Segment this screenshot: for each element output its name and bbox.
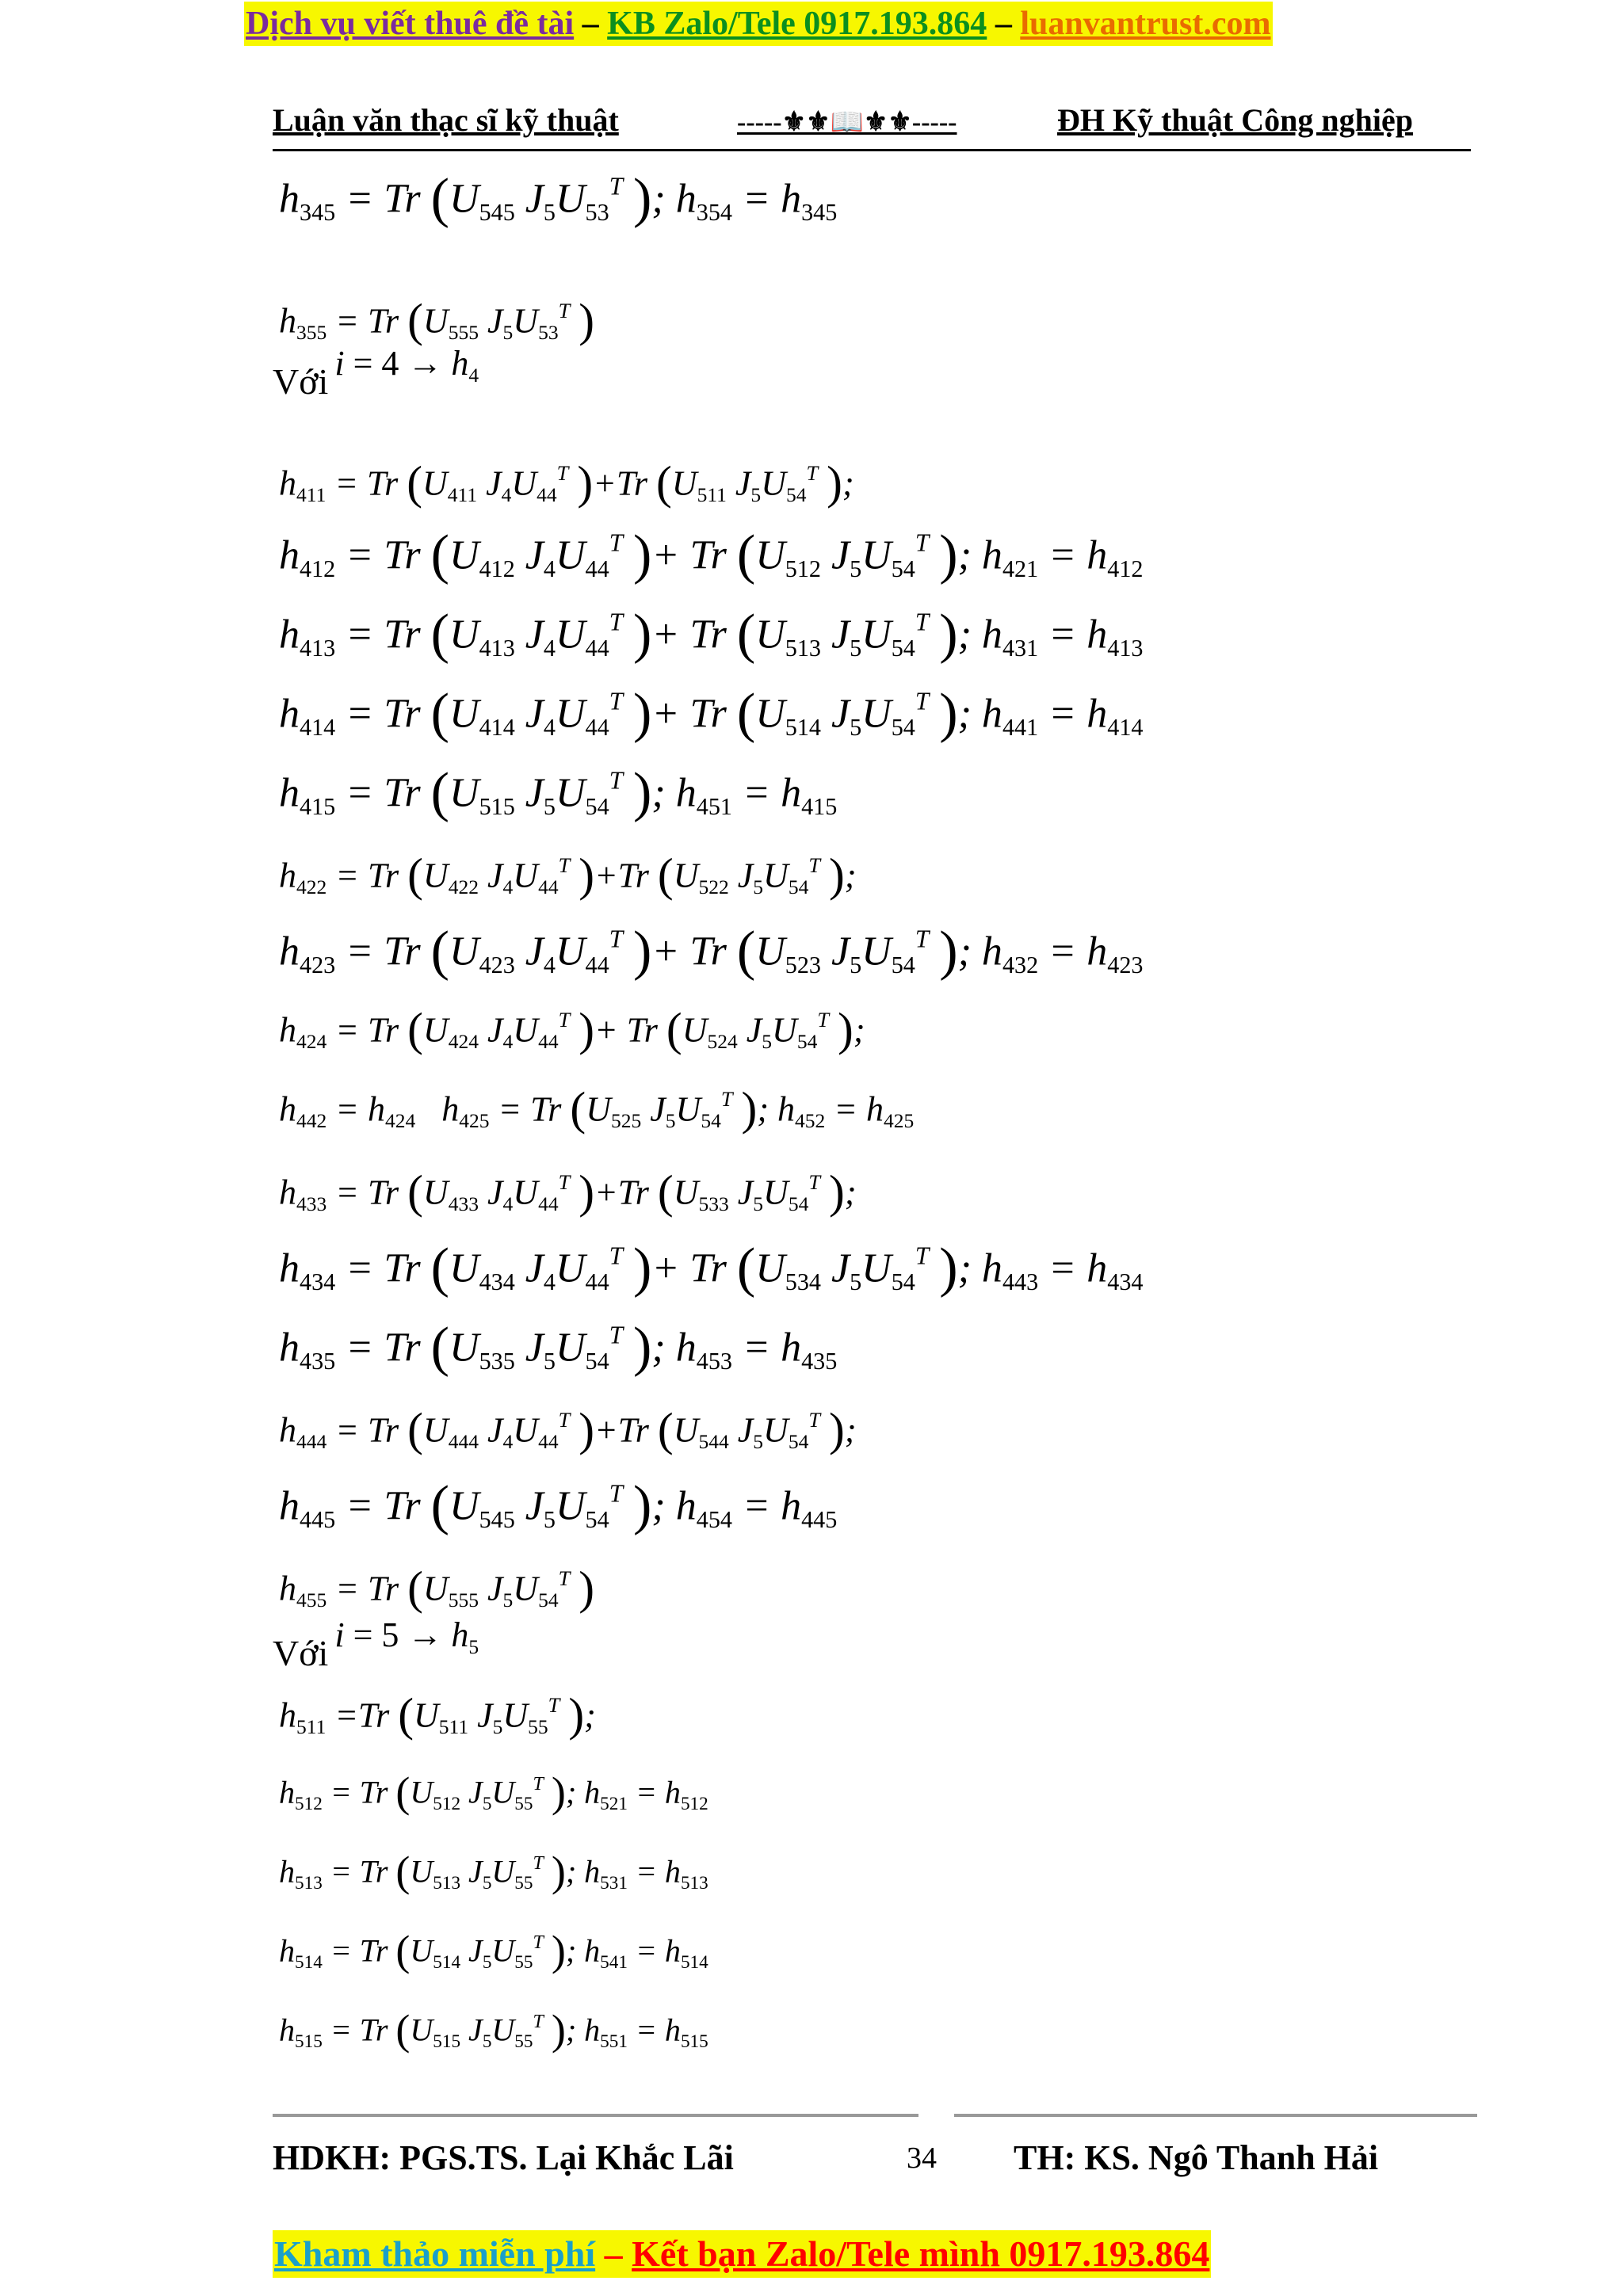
header-right-title: ĐH Kỹ thuật Công nghiệp	[1057, 102, 1413, 138]
equation-line: $h_{355} = Tr$ ($U_{555}$ $J_5U_{53}^T$ )	[279, 294, 595, 346]
condition-i4: $i = 4 \to h_4$	[334, 344, 479, 387]
condition-label-i5	[273, 1615, 479, 1678]
page-header	[273, 101, 1471, 151]
voi-label: Với	[273, 1633, 329, 1673]
banner-separator: –	[574, 6, 608, 42]
equation-line: $h_{424} = Tr$ ($U_{424}$ $J_4U_{44}^T$ )+ Tr ($U_{524}$ $J_5U_{54}^T$ );	[279, 1003, 865, 1055]
equation-line: $h_{445} = Tr$ ($U_{545}$ $J_5U_{54}^T$ ); $h_{454} = h_{445}$	[279, 1474, 838, 1536]
equation-line: $h_{455} = Tr$ ($U_{555}$ $J_5U_{54}^T$ )	[279, 1562, 595, 1614]
header-left-title: Luận văn thạc sĩ kỹ thuật	[273, 102, 619, 138]
equation-line: $h_{415} = Tr$ ($U_{515}$ $J_5U_{54}^T$ ); $h_{451} = h_{415}$	[279, 761, 838, 823]
equation-line: $h_{411} = Tr$ ($U_{411}$ $J_4U_{44}^T$ )+Tr ($U_{511}$ $J_5U_{54}^T$ );	[279, 456, 854, 509]
equation-line: $h_{433} = Tr$ ($U_{433}$ $J_4U_{44}^T$ )+Tr ($U_{533}$ $J_5U_{54}^T$ );	[279, 1165, 857, 1218]
equation-line: $h_{515} = Tr$ ($U_{515}$ $J_5U_{55}^T$ ); $h_{551} = h_{515}$	[279, 2006, 708, 2054]
banner-separator: –	[595, 2233, 632, 2274]
banner-contact-link[interactable]: KB Zalo/Tele 0917.193.864	[607, 6, 987, 42]
footer-advisor: HDKH: PGS.TS. Lại Khắc Lãi	[273, 2138, 734, 2177]
equation-line: $h_{444} = Tr$ ($U_{444}$ $J_4U_{44}^T$ )+Tr ($U_{544}$ $J_5U_{54}^T$ );	[279, 1403, 857, 1455]
condition-label-i4	[273, 344, 479, 406]
footer-divider-left	[273, 2114, 918, 2117]
banner-service-link[interactable]: Dịch vụ viết thuê đề tài	[246, 6, 575, 42]
equation-line: $h_{514} = Tr$ ($U_{514}$ $J_5U_{55}^T$ ); $h_{541} = h_{514}$	[279, 1927, 708, 1974]
equation-line: $h_{442} = h_{424}$ $h_{425} = Tr$ ($U_{525}$ $J_5U_{54}^T$ ); $h_{452} = h_{425}$	[279, 1082, 915, 1135]
page-number: 34	[907, 2142, 937, 2175]
equation-line: $h_{513} = Tr$ ($U_{513}$ $J_5U_{55}^T$ ); $h_{531} = h_{513}$	[279, 1848, 708, 1895]
equation-line: $h_{435} = Tr$ ($U_{535}$ $J_5U_{54}^T$ ); $h_{453} = h_{435}$	[279, 1316, 838, 1378]
equation-line: $h_{434} = Tr$ ($U_{434}$ $J_4U_{44}^T$ )+ Tr ($U_{534}$ $J_5U_{54}^T$ ); $h_{443} = h_{434}$	[279, 1237, 1144, 1299]
equation-line: $h_{423} = Tr$ ($U_{423}$ $J_4U_{44}^T$ )+ Tr ($U_{523}$ $J_5U_{54}^T$ ); $h_{432} = h_{423}$	[279, 920, 1144, 982]
top-banner	[244, 2, 1273, 46]
equation-line: $h_{413} = Tr$ ($U_{413}$ $J_4U_{44}^T$ )+ Tr ($U_{513}$ $J_5U_{54}^T$ ); $h_{431} = h_{413}$	[279, 603, 1144, 665]
equation-line: $h_{345} = Tr$ ($U_{545}$ $J_5U_{53}^T$ ); $h_{354} = h_{345}$	[279, 167, 838, 229]
condition-i5: $i = 5 \to h_5$	[334, 1615, 479, 1658]
equation-line: $h_{511} =Tr$ ($U_{511}$ $J_5U_{55}^T$ );	[279, 1688, 596, 1741]
equation-line: $h_{422} = Tr$ ($U_{422}$ $J_4U_{44}^T$ )+Tr ($U_{522}$ $J_5U_{54}^T$ );	[279, 849, 857, 901]
equation-line: $h_{412} = Tr$ ($U_{412}$ $J_4U_{44}^T$ )+ Tr ($U_{512}$ $J_5U_{54}^T$ ); $h_{421} = h_{412}$	[279, 524, 1144, 585]
banner-free-reference-link[interactable]: Kham thảo miễn phí	[274, 2233, 596, 2274]
banner-separator: –	[987, 6, 1021, 42]
header-ornament: -----⚜⚜📖⚜⚜-----	[737, 108, 957, 137]
equation-content	[273, 167, 1477, 2088]
banner-website-link[interactable]: luanvantrust.com	[1020, 6, 1271, 42]
page-footer	[273, 2114, 1477, 2177]
equation-line: $h_{414} = Tr$ ($U_{414}$ $J_4U_{44}^T$ )+ Tr ($U_{514}$ $J_5U_{54}^T$ ); $h_{441} = h_{414}$	[279, 682, 1144, 744]
equation-line: $h_{512} = Tr$ ($U_{512}$ $J_5U_{55}^T$ ); $h_{521} = h_{512}$	[279, 1768, 708, 1816]
footer-divider-right	[954, 2114, 1477, 2117]
footer-author: TH: KS. Ngô Thanh Hải	[1014, 2138, 1379, 2177]
banner-zalo-link[interactable]: Kết bạn Zalo/Tele mình 0917.193.864	[632, 2233, 1210, 2274]
bottom-banner	[273, 2230, 1211, 2278]
voi-label: Với	[273, 361, 329, 402]
